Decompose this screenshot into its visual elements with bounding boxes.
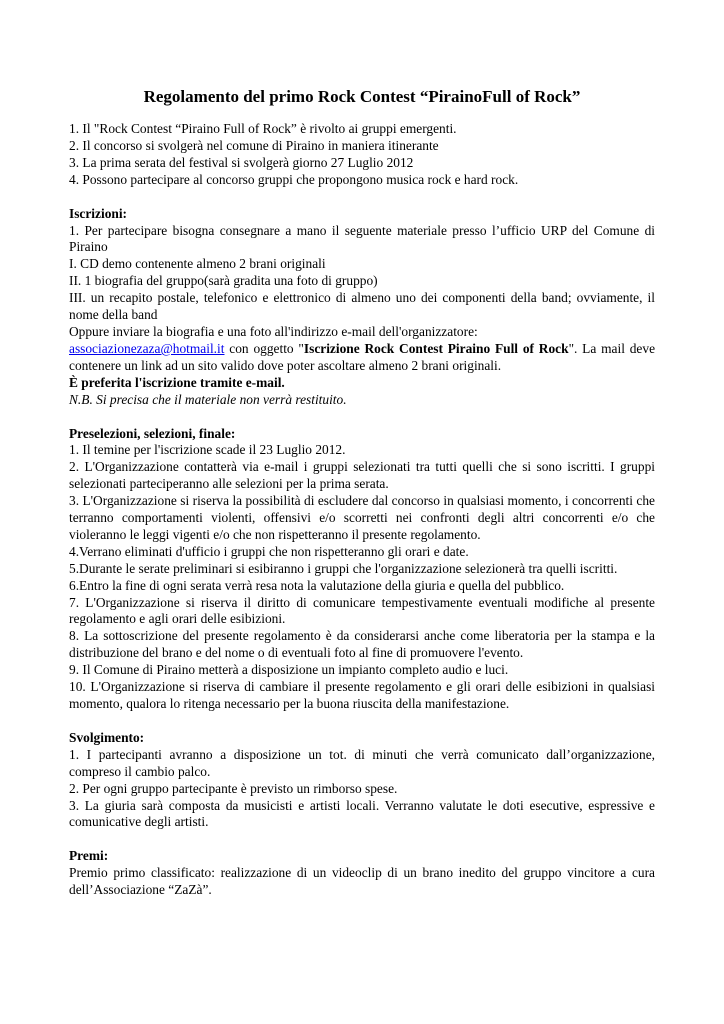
intro-item: 2. Il concorso si svolgerà nel comune di Piraino in maniera itinerante — [69, 137, 439, 153]
preselezioni-item: 3. L'Organizzazione si riserva la possibilità di escludere dal concorso in qualsiasi momento, i concorrenti che terranno comportamenti violenti, offensivi e/o scorretti nei confronti degli altri concorrenti e/o che violeranno le leggi vigenti e/o che non rispetteranno il presente regolamento. — [69, 493, 655, 542]
document-body — [69, 121, 655, 899]
iscrizioni-item: I. CD demo contenente almeno 2 brani originali — [69, 256, 326, 272]
preselezioni-item: 2. L'Organizzazione contatterà via e-mail i gruppi selezionati tra tutti quelli che si sono iscritti. I gruppi selezionati parteciperanno alle selezioni per la prima serata. — [69, 459, 655, 492]
intro-item: 4. Possono partecipare al concorso gruppi che propongono musica rock e hard rock. — [69, 171, 519, 187]
iscrizioni-preferita: È preferita l'iscrizione tramite e-mail. — [69, 374, 285, 390]
svolgimento-item: 3. La giuria sarà composta da musicisti e artisti locali. Verranno valutate le doti esecutive, espressive e comunicative degli artisti. — [69, 797, 655, 830]
document-title: Regolamento del primo Rock Contest “PirainoFull of Rock” — [143, 87, 581, 106]
iscrizioni-nb: N.B. Si precisa che il materiale non verrà restituito. — [69, 391, 347, 407]
section-heading-svolgimento: Svolgimento: — [69, 729, 145, 745]
email-subject-prefix: con oggetto " — [224, 340, 304, 356]
preselezioni-item: 5.Durante le serate preliminari si esibiranno i gruppi che l'organizzazione selezionerà tra quelli iscritti. — [69, 560, 618, 576]
preselezioni-item: 8. La sottoscrizione del presente regolamento è da considerarsi anche come liberatoria per la stampa e la distribuzione del brano e del nome o di eventuali foto al fine di promuovere l'evento. — [69, 628, 655, 661]
iscrizioni-oppure: Oppure inviare la biografia e una foto all'indirizzo e-mail dell'organizzatore: — [69, 323, 478, 339]
iscrizioni-email-paragraph — [69, 341, 655, 375]
email-link[interactable]: associazionezaza@hotmail.it — [69, 340, 225, 356]
svolgimento-item: 1. I partecipanti avranno a disposizione un tot. di minuti che verrà comunicato dall’organizzazione, compreso il cambio palco. — [69, 746, 655, 779]
section-heading-premi: Premi: — [69, 848, 109, 864]
iscrizioni-item: II. 1 biografia del gruppo(sarà gradita una foto di gruppo) — [69, 273, 378, 289]
preselezioni-item: 6.Entro la fine di ogni serata verrà resa nota la valutazione della giuria e quella del pubblico. — [69, 577, 565, 593]
preselezioni-item: 9. Il Comune di Piraino metterà a disposizione un impianto completo audio e luci. — [69, 662, 509, 678]
preselezioni-item: 7. L'Organizzazione si riserva il diritto di comunicare tempestivamente eventuali modifiche al presente regolamento e agli orari delle esibizioni. — [69, 594, 655, 627]
preselezioni-item: 4.Verrano eliminati d'ufficio i gruppi che non rispetteranno gli orari e date. — [69, 543, 469, 559]
intro-item: 1. Il "Rock Contest “Piraino Full of Rock” è rivolto ai gruppi emergenti. — [69, 121, 457, 136]
svolgimento-item: 2. Per ogni gruppo partecipante è previsto un rimborso spese. — [69, 780, 398, 796]
section-heading-iscrizioni: Iscrizioni: — [69, 205, 128, 221]
iscrizioni-item: III. un recapito postale, telefonico e elettronico di almeno uno dei componenti della band; ovviamente, il nome della band — [69, 290, 655, 323]
email-subject-suffix: ". La mail deve contenere un link ad un sito valido dove poter ascoltare almeno 2 brani originali. — [69, 340, 656, 373]
email-subject: Iscrizione Rock Contest Piraino Full of Rock — [303, 340, 569, 356]
preselezioni-item: 10. L'Organizzazione si riserva di cambiare il presente regolamento e gli orari delle esibizioni in qualsiasi momento, qualora lo ritenga necessario per la buona riuscita della manifestazione. — [69, 679, 655, 711]
premi-text: Premio primo classificato: realizzazione di un videoclip di un brano inedito del gruppo vincitore a cura dell’Associazione “ZaZà”. — [69, 865, 655, 898]
intro-item: 3. La prima serata del festival si svolgerà giorno 27 Luglio 2012 — [69, 154, 414, 170]
section-heading-preselezioni: Preselezioni, selezioni, finale: — [69, 425, 236, 441]
iscrizioni-paragraph: 1. Per partecipare bisogna consegnare a mano il seguente materiale presso l’ufficio URP del Comune di Piraino — [69, 222, 655, 255]
preselezioni-item: 1. Il temine per l'iscrizione scade il 23 Luglio 2012. — [69, 442, 346, 458]
